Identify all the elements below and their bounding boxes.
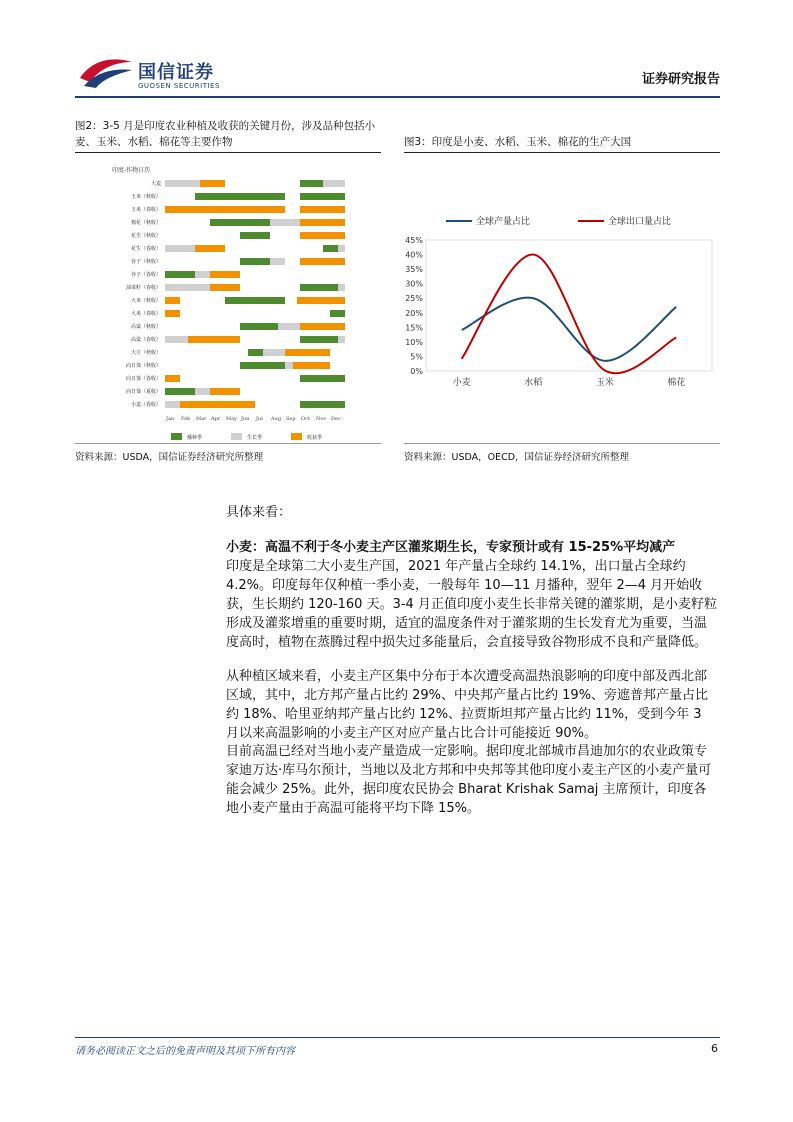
crop-season-bar-sow [248,349,263,356]
x-category-label: 水稻 [524,378,543,388]
crop-season-bar-harv [165,206,285,213]
month-label: Apr [211,416,221,422]
crop-season-bar-grow [323,180,346,187]
figure2-caption: 图2：3-5 月是印度农业种植及收获的关键月份，涉及品种包括小麦、玉米、水稻、棉花等主要作物 [75,120,376,148]
crop-row-label: 棉花（秋收） [130,220,161,226]
footer-disclaimer: 请务必阅读正文之后的免责声明及其项下所有内容 [75,1046,295,1057]
crop-season-bar-sow [240,258,270,265]
page-number: 6 [711,1042,718,1055]
figure3-caption-rule [404,152,720,153]
crop-season-bar-grow [338,284,346,291]
crop-season-bar-harv [200,180,226,187]
month-label: Feb [181,416,191,422]
legend-label-1: 全球产量占比 [476,217,531,227]
crop-season-bar-sow [195,193,285,200]
crop-season-bar-sow [300,336,338,343]
crop-calendar-title: 印度-作物日历 [112,167,151,174]
crop-season-bar-grow [285,362,293,369]
crop-season-bar-grow [165,284,210,291]
legend-swatch-harv [291,433,302,440]
month-label: Jan [166,416,175,422]
figure3-source: 资料来源：USDA，OECD，国信证券经济研究所整理 [404,452,630,463]
figure3-caption: 图3：印度是小麦、水稻、玉米、棉花的生产大国 [404,136,632,148]
figure2-source: 资料来源：USDA，国信证券经济研究所整理 [75,452,264,463]
series-line-2 [462,255,677,374]
figure2-caption-rule [75,152,381,153]
month-label: Dec [331,416,341,422]
report-type-label: 证券研究报告 [641,72,720,87]
x-category-label: 玉米 [595,378,614,388]
crop-season-bar-sow [240,323,278,330]
y-tick-label: 30% [405,279,423,289]
crop-season-bar-grow [195,388,210,395]
crop-row-label: 向日葵（秋收） [125,363,161,369]
month-label: Mar [196,416,207,422]
crop-season-bar-harv [210,271,240,278]
y-tick-label: 0% [410,367,423,376]
body-paragraph-1: 印度是全球第二大小麦生产国，2021 年产量占全球约 14.1%，出口量占全球约 4.2%。印度每年仅种植一季小麦，一般每年 10—11 月播种，翌年 2—4 月开始收获，生长期约 120-160 天。3-4 月正值印度小麦生长非常关键的灌浆期，是小麦籽粒形成及灌浆增重的重要时期，适宜的温度条件对于灌浆期的生长发育尤为重要，当温度高时，植物在蒸腾过程中损失过多能量后，会直接导致谷物形成不良和产量降低。 [226,559,717,650]
crop-row-label: 小麦（春收） [130,402,161,408]
brand-name-cn: 国信证券 [138,62,214,83]
figure3-source-rule [404,443,720,444]
crop-row-label: 大豆（秋收） [130,350,161,356]
crop-season-bar-harv [297,297,345,304]
crop-row-label: 玉米（春收） [130,207,161,213]
crop-season-bar-grow [263,349,286,356]
crop-row-label: 大麦 [150,181,161,187]
legend-swatch-sow [171,433,182,440]
production-share-line-chart [404,205,720,395]
plot-area-frame [426,240,712,371]
crop-row-label: 大米（春收） [130,311,161,317]
crop-season-bar-harv [300,206,345,213]
crop-season-bar-harv [210,388,240,395]
month-label: May [226,416,237,422]
crop-season-bar-harv [165,297,180,304]
legend-swatch-grow [231,433,242,440]
crop-season-bar-sow [300,180,323,187]
crop-row-label: 花生（春收） [130,246,161,252]
y-tick-label: 10% [405,337,423,347]
crop-season-bar-harv [180,401,255,408]
crop-season-bar-sow [165,271,195,278]
crop-season-bar-harv [195,245,225,252]
crop-row-label: 谷子（秋收） [130,259,161,265]
legend-label-2: 全球出口量占比 [608,217,672,227]
crop-season-bar-grow [270,258,285,265]
crop-season-bar-harv [300,258,345,265]
brand-name-en: GUOSEN SECURITIES [138,82,220,90]
crop-season-bar-sow [300,193,345,200]
month-label: Oct [301,416,310,422]
body-paragraph-2: 从种植区域来看，小麦主产区集中分布于本次遭受高温热浪影响的印度中部及西北部区域，其中，北方邦产量占比约 29%、中央邦产量占比约 19%、旁遮普邦产量占比约 18%、哈里亚纳邦产量占比约 12%、拉贾斯坦邦产量占比约 11%，受到今年 3 月以来高温影响的小麦主产区对应产量占比合计可能接近 90%。 [226,669,709,741]
guosen-logo-icon [78,56,134,90]
crop-season-bar-sow [225,297,285,304]
crop-season-bar-sow [300,401,345,408]
crop-season-bar-grow [338,245,346,252]
header-divider [75,96,720,98]
crop-row-label: 高粱（秋收） [130,324,161,330]
month-label: Jul [256,416,263,422]
crop-season-bar-harv [165,310,180,317]
crop-season-bar-harv [188,336,241,343]
month-label: Jun [241,416,250,422]
crop-season-bar-harv [293,362,331,369]
crop-season-bar-harv [165,375,180,382]
crop-row-label: 高粱（春收） [130,337,161,343]
crop-season-bar-sow [240,232,270,239]
month-label: Nov [316,416,327,422]
crop-season-bar-harv [210,284,240,291]
crop-season-bar-grow [278,323,301,330]
crop-season-bar-grow [165,180,200,187]
crop-season-bar-sow [210,219,270,226]
y-tick-label: 20% [405,308,423,318]
section-intro: 具体来看： [226,505,292,520]
y-tick-label: 5% [410,352,423,362]
y-tick-label: 40% [405,250,423,260]
x-category-label: 小麦 [452,378,471,388]
crop-row-label: 玉米（秋收） [130,194,161,200]
x-category-label: 棉花 [667,378,686,388]
crop-season-bar-sow [330,310,345,317]
crop-row-label: 谷子（春收） [130,272,161,278]
crop-row-label: 大米（秋收） [130,298,161,304]
crop-row-label: 向日葵（夏收） [125,389,161,395]
crop-season-bar-sow [300,375,345,382]
y-tick-label: 25% [405,294,423,304]
crop-calendar-chart [75,158,381,441]
legend-label-grow: 生长季 [247,435,263,441]
month-label: Sep [286,416,296,422]
figure2-source-rule [75,443,381,444]
legend-label-sow: 播种季 [187,435,203,441]
wheat-section-heading: 小麦：高温不利于冬小麦主产区灌浆期生长，专家预计或有 15-25%平均减产 [226,540,676,555]
y-tick-label: 35% [405,265,423,275]
crop-season-bar-grow [165,245,195,252]
crop-season-bar-sow [240,362,285,369]
body-paragraph-3: 目前高温已经对当地小麦产量造成一定影响。据印度北部城市昌迪加尔的农业政策专家迪万达·库马尔预计，当地以及北方邦和中央邦等其他印度小麦主产区的小麦产量可能会减少 25%。此外，据印度农民协会 Bharat Krishak Samaj 主席预计，印度各地小麦产量由于高温可能将平均下降 15%。 [226,744,712,816]
footer-divider [75,1037,720,1038]
crop-season-bar-grow [195,271,210,278]
crop-season-bar-grow [270,219,300,226]
crop-season-bar-harv [285,349,330,356]
crop-row-label: 油菜籽（春收） [125,285,161,291]
crop-season-bar-harv [300,323,345,330]
crop-row-label: 花生（秋收） [130,233,161,239]
crop-season-bar-sow [300,284,338,291]
crop-season-bar-harv [300,232,345,239]
crop-season-bar-sow [165,388,195,395]
crop-season-bar-grow [165,336,188,343]
crop-season-bar-grow [165,401,180,408]
y-tick-label: 15% [405,323,423,333]
crop-season-bar-harv [300,219,345,226]
y-tick-label: 45% [405,236,423,245]
legend-label-harv: 收获季 [307,435,323,441]
month-label: Aug [271,416,282,422]
crop-row-label: 向日葵（春收） [125,376,161,382]
crop-season-bar-grow [338,336,346,343]
